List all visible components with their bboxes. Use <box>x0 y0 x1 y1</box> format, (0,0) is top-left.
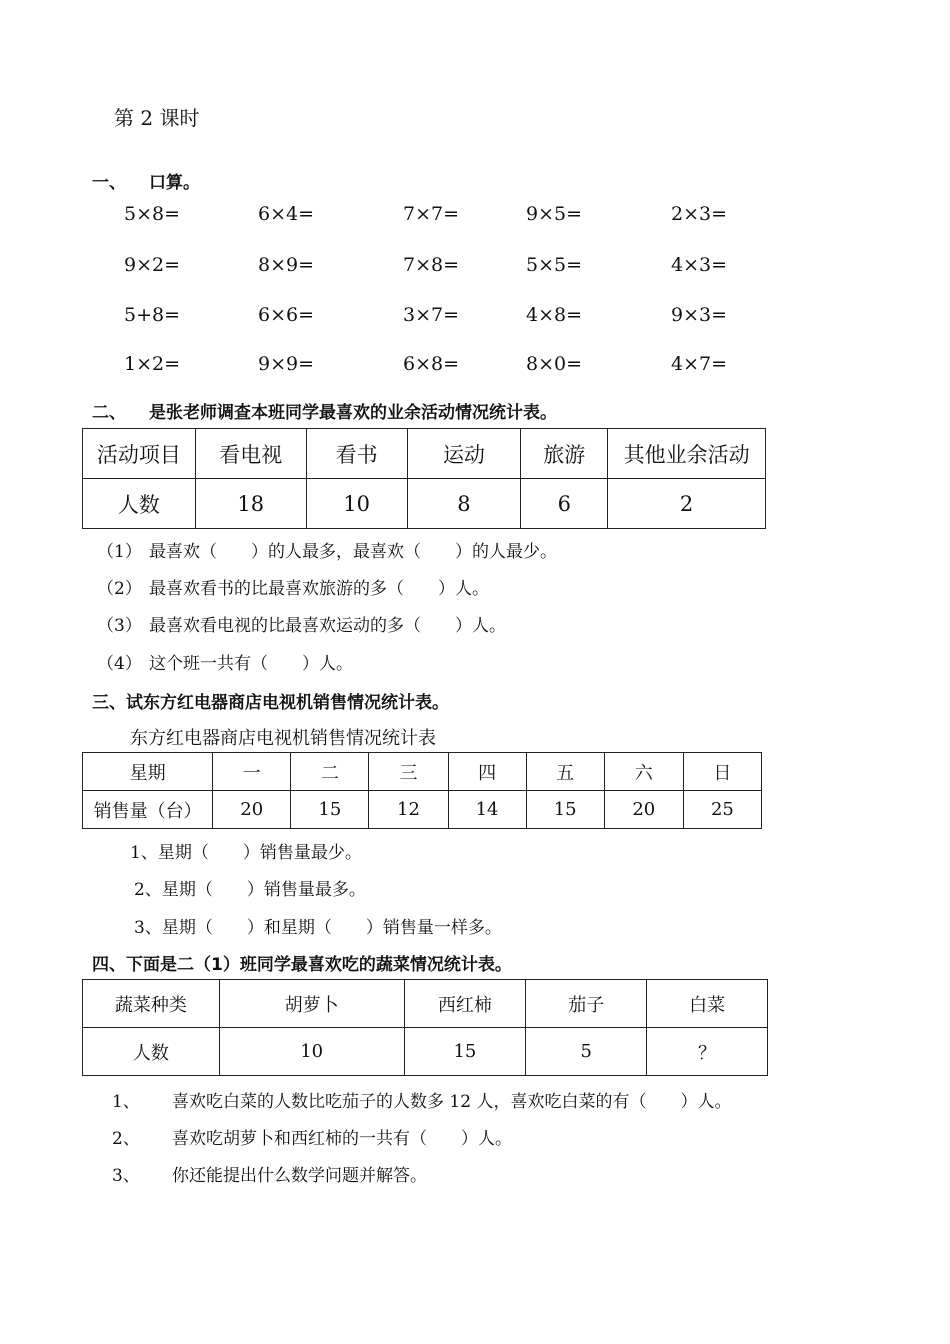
table-cell: 看书 <box>306 429 407 479</box>
math-item: 8×0= <box>526 353 583 375</box>
math-item: 7×8= <box>403 254 460 276</box>
math-item: 9×5= <box>526 203 583 225</box>
table-cell: 胡萝卜 <box>219 980 404 1028</box>
table-cell: 日 <box>683 753 761 791</box>
table-row <box>83 479 766 529</box>
question-number: 2、 <box>112 1129 140 1149</box>
table-cell: 运动 <box>407 429 521 479</box>
table-row <box>83 429 766 479</box>
table-row <box>83 980 768 1028</box>
table-cell: 一 <box>213 753 291 791</box>
table-cell: 三 <box>369 753 448 791</box>
table-cell: 蔬菜种类 <box>83 980 220 1028</box>
table-cell: 看电视 <box>195 429 306 479</box>
table-cell: 旅游 <box>521 429 608 479</box>
math-item: 2×3= <box>671 203 728 225</box>
section1-heading: 口算。 <box>149 173 200 193</box>
math-item: 6×4= <box>258 203 315 225</box>
question-text: 喜欢吃白菜的人数比吃茄子的人数多 12 人，喜欢吃白菜的有（ ）人。 <box>172 1092 732 1112</box>
table-row <box>83 753 762 791</box>
question-text: 最喜欢看电视的比最喜欢运动的多（ ）人。 <box>149 616 506 636</box>
section1-number: 一、 <box>92 173 126 193</box>
tv-sales-table <box>82 752 762 829</box>
section2-number: 二、 <box>92 403 126 423</box>
table-cell: 四 <box>448 753 526 791</box>
math-item: 8×9= <box>258 254 315 276</box>
table-cell: 10 <box>306 479 407 529</box>
table-cell: ？ <box>647 1028 768 1076</box>
table-cell: 5 <box>526 1028 647 1076</box>
table-row <box>83 1028 768 1076</box>
question-text: 2、星期（ ）销售量最多。 <box>134 880 366 900</box>
table-cell: 14 <box>448 791 526 829</box>
question-text: 3、星期（ ）和星期（ ）销售量一样多。 <box>134 918 502 938</box>
question-text: 1、星期（ ）销售量最少。 <box>130 843 362 863</box>
section4-heading: 四、下面是二（1）班同学最喜欢吃的蔬菜情况统计表。 <box>92 955 512 975</box>
math-item: 3×7= <box>403 304 460 326</box>
math-item: 6×6= <box>258 304 315 326</box>
section2-heading: 是张老师调查本班同学最喜欢的业余活动情况统计表。 <box>149 403 557 423</box>
table-cell: 销售量（台） <box>83 791 213 829</box>
table-cell: 六 <box>604 753 683 791</box>
table-cell: 20 <box>604 791 683 829</box>
question-text: 最喜欢（ ）的人最多，最喜欢（ ）的人最少。 <box>149 542 557 562</box>
table-cell: 20 <box>213 791 291 829</box>
question-number: 1、 <box>112 1092 140 1112</box>
activity-table <box>82 428 766 529</box>
table-row <box>83 791 762 829</box>
table-cell: 五 <box>526 753 604 791</box>
table-cell: 8 <box>407 479 521 529</box>
math-item: 4×7= <box>671 353 728 375</box>
table-cell: 15 <box>291 791 369 829</box>
table-cell: 人数 <box>83 1028 220 1076</box>
table-cell: 10 <box>219 1028 404 1076</box>
table-cell: 活动项目 <box>83 429 196 479</box>
question-number: （1） <box>97 542 142 562</box>
math-item: 4×3= <box>671 254 728 276</box>
math-item: 1×2= <box>124 353 181 375</box>
question-text: 这个班一共有（ ）人。 <box>149 654 353 674</box>
math-item: 9×3= <box>671 304 728 326</box>
math-item: 5×5= <box>526 254 583 276</box>
table-cell: 2 <box>608 479 766 529</box>
math-item: 5×8= <box>124 203 181 225</box>
table-cell: 茄子 <box>526 980 647 1028</box>
table-cell: 18 <box>195 479 306 529</box>
table-caption: 东方红电器商店电视机销售情况统计表 <box>130 728 436 749</box>
math-item: 9×9= <box>258 353 315 375</box>
vegetable-table <box>82 979 768 1076</box>
table-cell: 星期 <box>83 753 213 791</box>
lesson-title: 第 2 课时 <box>114 106 200 130</box>
question-text: 最喜欢看书的比最喜欢旅游的多（ ）人。 <box>149 579 489 599</box>
table-cell: 15 <box>404 1028 526 1076</box>
table-cell: 15 <box>526 791 604 829</box>
table-cell: 二 <box>291 753 369 791</box>
math-item: 7×7= <box>403 203 460 225</box>
math-item: 9×2= <box>124 254 181 276</box>
question-number: 3、 <box>112 1166 140 1186</box>
math-item: 4×8= <box>526 304 583 326</box>
table-cell: 25 <box>683 791 761 829</box>
table-cell: 其他业余活动 <box>608 429 766 479</box>
table-cell: 人数 <box>83 479 196 529</box>
question-number: （2） <box>97 579 142 599</box>
table-cell: 白菜 <box>647 980 768 1028</box>
table-cell: 西红柿 <box>404 980 526 1028</box>
math-item: 5+8= <box>124 304 181 326</box>
table-cell: 12 <box>369 791 448 829</box>
question-text: 喜欢吃胡萝卜和西红柿的一共有（ ）人。 <box>172 1129 512 1149</box>
table-cell: 6 <box>521 479 608 529</box>
question-number: （3） <box>97 616 142 636</box>
math-item: 6×8= <box>403 353 460 375</box>
section3-heading: 三、试东方红电器商店电视机销售情况统计表。 <box>92 693 449 713</box>
question-number: （4） <box>97 654 142 674</box>
question-text: 你还能提出什么数学问题并解答。 <box>172 1166 427 1186</box>
